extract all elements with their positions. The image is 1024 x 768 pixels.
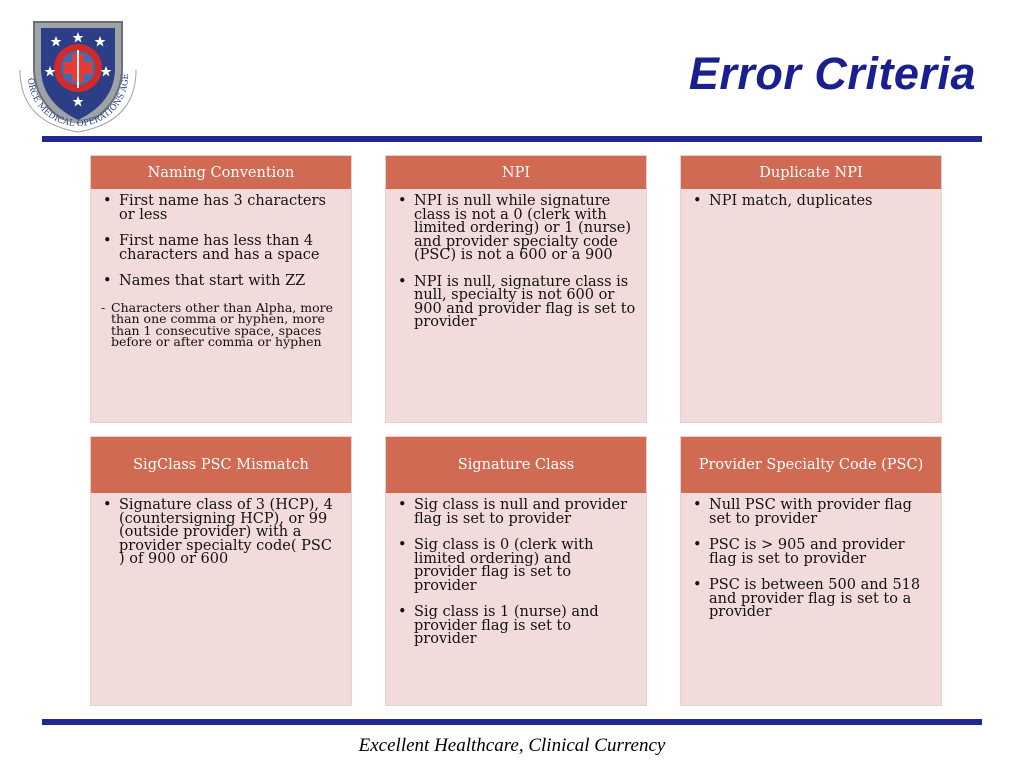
list-item: • Null PSC with provider flag set to provider: [693, 497, 912, 527]
list-item: • First name has 3 characters or less: [103, 193, 326, 223]
agency-logo: [14, 10, 142, 134]
list-item: • First name has less than 4 characters and has a space: [103, 233, 320, 263]
list-item: • Signature class of 3 (HCP), 4 (countersigning HCP), or 99 (outside provider) with a provider specialty code( PSC ) of 900 or 600: [103, 497, 333, 567]
card-heading: Naming Convention: [91, 156, 351, 189]
card-heading: NPI: [386, 156, 646, 189]
card-naming-convention: [90, 155, 352, 423]
card-heading: Provider Specialty Code (PSC): [681, 437, 941, 493]
list-item: • NPI is null while signature class is not a 0 (clerk with limited ordering) or 1 (nurse) and provider specialty code (PSC) is not a 600 or a 900: [398, 193, 631, 263]
criteria-list: [681, 493, 941, 620]
card-npi: [385, 155, 647, 423]
page-title: Error Criteria: [688, 48, 976, 99]
list-item: • PSC is > 905 and provider flag is set to provider: [693, 537, 905, 567]
list-item: • Sig class is 0 (clerk with limited ordering) and provider flag is set to provider: [398, 537, 594, 594]
footer-tagline: Excellent Healthcare, Clinical Currency: [358, 735, 666, 756]
list-item: • PSC is between 500 and 518 and provider flag is set to a provider: [693, 577, 921, 620]
criteria-list: [386, 493, 646, 647]
criteria-list: [681, 189, 941, 209]
card-duplicate-npi: [680, 155, 942, 423]
card-heading: SigClass PSC Mismatch: [91, 437, 351, 493]
card-heading: Duplicate NPI: [681, 156, 941, 189]
card-provider-specialty-code: [680, 436, 942, 706]
criteria-list: [91, 493, 351, 567]
list-item: • Sig class is 1 (nurse) and provider flag is set to provider: [398, 604, 599, 647]
list-item: • Names that start with ZZ: [103, 273, 306, 289]
list-item: - Characters other than Alpha, more than one comma or hyphen, more than 1 consecutive space, spaces before or after comma or hyphen: [101, 299, 334, 349]
card-heading: Signature Class: [386, 437, 646, 493]
criteria-list: [386, 189, 646, 330]
card-sigclass-psc-mismatch: [90, 436, 352, 706]
criteria-list: [91, 189, 351, 348]
footer-divider: [42, 719, 982, 725]
header-divider: [42, 136, 982, 142]
list-item: • NPI match, duplicates: [693, 193, 873, 209]
list-item: • NPI is null, signature class is null, specialty is not 600 or 900 and provider flag is set to provider: [398, 273, 636, 330]
list-item: • Sig class is null and provider flag is set to provider: [398, 497, 628, 527]
svg-text:AIR FORCE MEDICAL OPERATIONS A: ORCE MEDICAL OPERATIONS AGE: [24, 73, 132, 130]
card-signature-class: [385, 436, 647, 706]
